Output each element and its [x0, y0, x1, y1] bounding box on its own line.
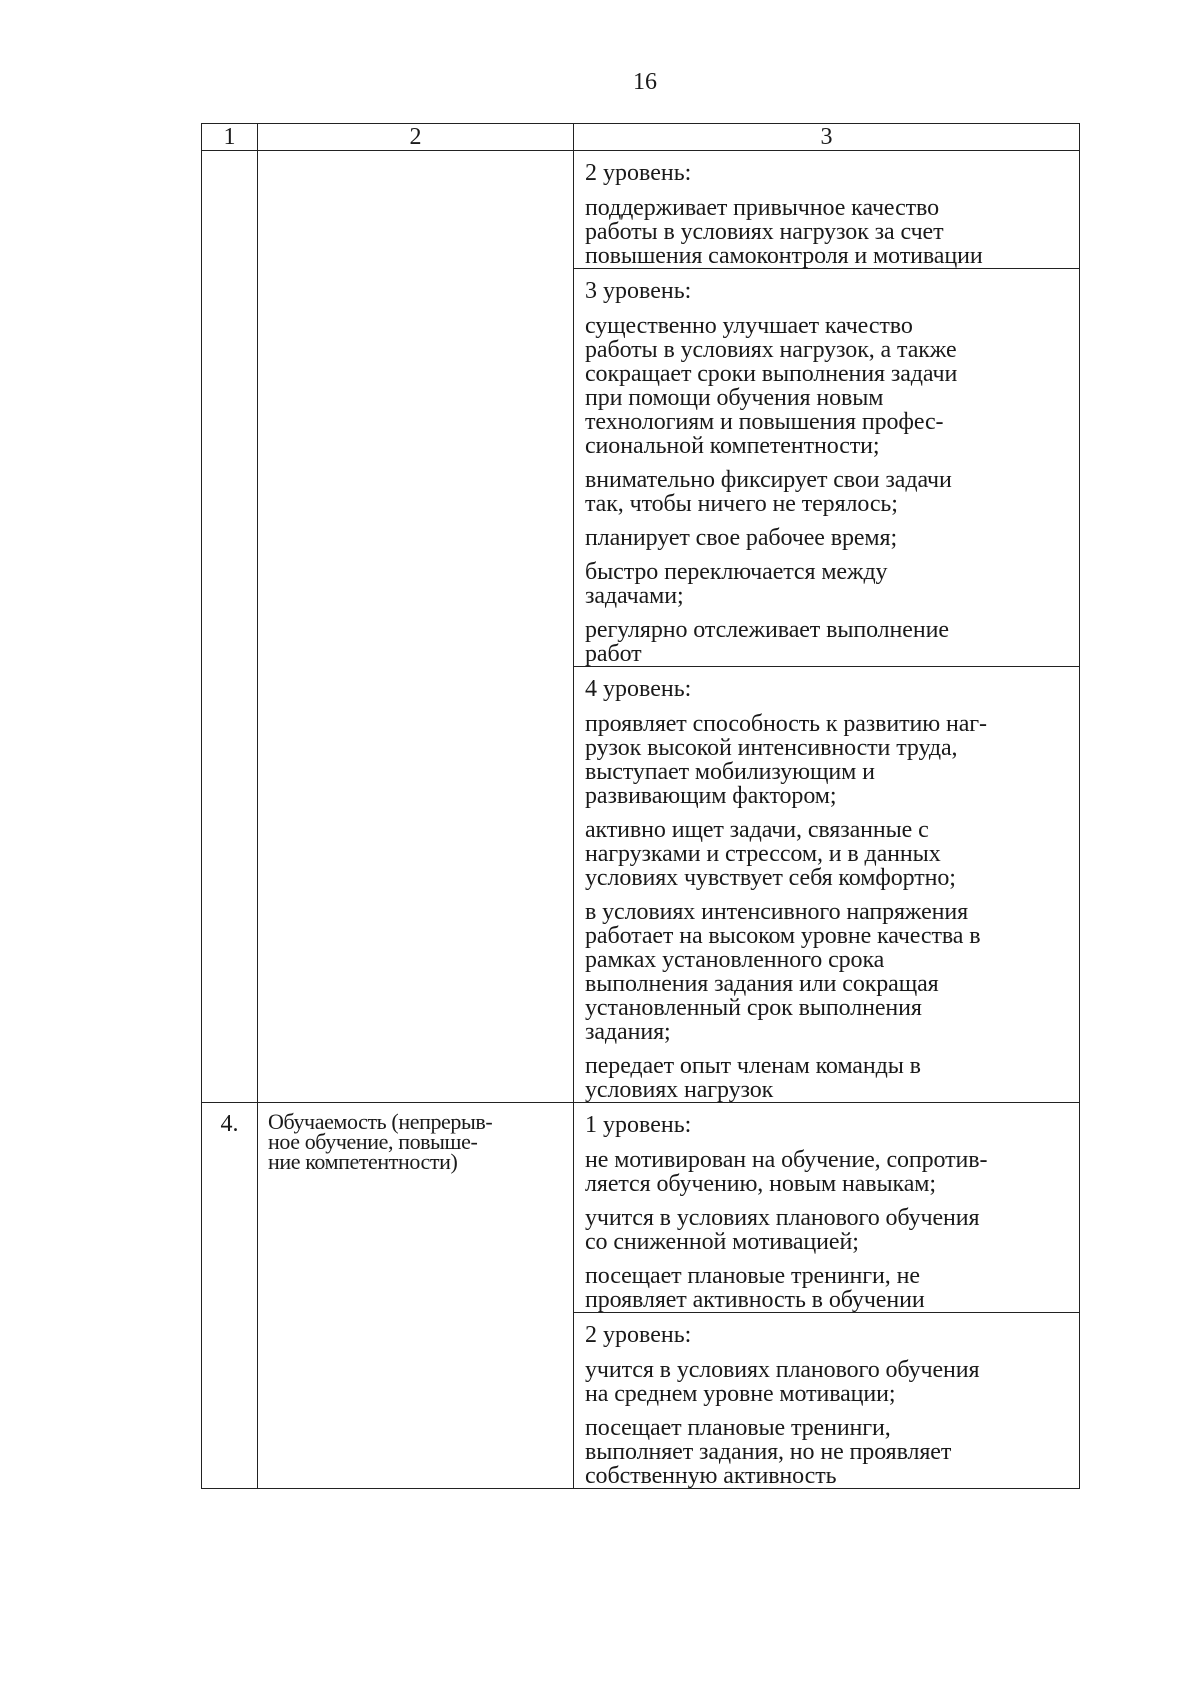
table-row	[202, 1102, 1079, 1488]
level-title: 1 уровень:	[585, 1112, 692, 1138]
item-line: технологиям и повышения профес-	[585, 409, 944, 435]
level-item	[585, 1206, 1073, 1254]
item-line: учится в условиях планового обучения	[585, 1205, 980, 1231]
item-line: внимательно фиксирует свои задачи	[585, 467, 952, 493]
level-item	[585, 900, 1073, 1044]
item-line: регулярно отслеживает выполнение	[585, 617, 949, 643]
item-line: работ	[585, 641, 642, 667]
competency-name	[258, 151, 574, 1102]
item-line: активно ищет задачи, связанные с	[585, 817, 929, 843]
header-col-1: 1	[202, 124, 258, 150]
level-item	[585, 560, 1073, 608]
item-line: условиях чувствует себя комфортно;	[585, 865, 956, 891]
item-line: проявляет способность к развитию наг-	[585, 711, 987, 737]
level-item	[585, 314, 1073, 458]
item-line: нагрузками и стрессом, и в данных	[585, 841, 941, 867]
item-line: на среднем уровне мотивации;	[585, 1381, 896, 1407]
level-item	[585, 818, 1073, 890]
level-item	[585, 1054, 1073, 1102]
level-item	[585, 1148, 1073, 1196]
item-line: выполнения задания или сокращая	[585, 971, 939, 997]
item-line: собственную активность	[585, 1463, 837, 1489]
header-col-2: 2	[258, 124, 574, 150]
item-line: задачами;	[585, 583, 684, 609]
item-line: не мотивирован на обучение, сопротив-	[585, 1147, 988, 1173]
level-descriptions	[574, 151, 1079, 1102]
level-descriptions	[574, 1103, 1079, 1488]
item-line: посещает плановые тренинги,	[585, 1415, 891, 1441]
item-line: планирует свое рабочее время;	[585, 525, 898, 551]
item-line: работает на высоком уровне качества в	[585, 923, 981, 949]
competency-line: Обучаемость (непрерыв-	[268, 1109, 493, 1134]
level-block	[574, 1103, 1079, 1312]
competency-table	[201, 123, 1080, 1489]
item-line: выполняет задания, но не проявляет	[585, 1439, 952, 1465]
competency-line: ное обучение, повыше-	[268, 1129, 478, 1154]
item-line: сокращает сроки выполнения задачи	[585, 361, 958, 387]
level-title: 2 уровень:	[585, 160, 692, 186]
item-line: задания;	[585, 1019, 671, 1045]
level-item	[585, 1358, 1073, 1406]
item-line: работы в условиях нагрузок, а также	[585, 337, 957, 363]
item-line: рамках установленного срока	[585, 947, 885, 973]
item-line: в условиях интенсивного напряжения	[585, 899, 969, 925]
level-item	[585, 526, 1073, 550]
item-line: передает опыт членам команды в	[585, 1053, 921, 1079]
level-block	[574, 268, 1079, 666]
competency-line: ние компетентности)	[268, 1149, 458, 1174]
level-item	[585, 712, 1073, 808]
item-line: поддерживает привычное качество	[585, 195, 939, 221]
level-item	[585, 1264, 1073, 1312]
header-col-3: 3	[820, 124, 833, 150]
item-line: сиональной компетентности;	[585, 433, 880, 459]
item-line: учится в условиях планового обучения	[585, 1357, 980, 1383]
level-item	[585, 468, 1073, 516]
item-line: со сниженной мотивацией;	[585, 1229, 859, 1255]
item-line: развивающим фактором;	[585, 783, 837, 809]
item-line: посещает плановые тренинги, не	[585, 1263, 920, 1289]
table-header-row	[202, 124, 1079, 150]
item-line: при помощи обучения новым	[585, 385, 884, 411]
row-number: 4.	[202, 1103, 258, 1488]
item-line: рузок высокой интенсивности труда,	[585, 735, 958, 761]
level-item	[585, 618, 1073, 666]
item-line: установленный срок выполнения	[585, 995, 922, 1021]
item-line: существенно улучшает качество	[585, 313, 913, 339]
item-line: повышения самоконтроля и мотивации	[585, 243, 983, 269]
item-line: ляется обучению, новым навыкам;	[585, 1171, 936, 1197]
competency-name	[258, 1103, 574, 1488]
row-number	[202, 151, 258, 1102]
level-block	[574, 1312, 1079, 1488]
level-item	[585, 196, 1073, 268]
level-title: 3 уровень:	[585, 278, 692, 304]
page-number: 16	[633, 69, 657, 95]
level-title: 2 уровень:	[585, 1322, 692, 1348]
level-block	[574, 151, 1079, 268]
item-line: работы в условиях нагрузок за счет	[585, 219, 944, 245]
level-title: 4 уровень:	[585, 676, 692, 702]
item-line: проявляет активность в обучении	[585, 1287, 925, 1313]
table-row	[202, 150, 1079, 1102]
level-block	[574, 666, 1079, 1102]
item-line: так, чтобы ничего не терялось;	[585, 491, 898, 517]
level-item	[585, 1416, 1073, 1488]
item-line: быстро переключается между	[585, 559, 888, 585]
item-line: выступает мобилизующим и	[585, 759, 875, 785]
item-line: условиях нагрузок	[585, 1077, 774, 1103]
